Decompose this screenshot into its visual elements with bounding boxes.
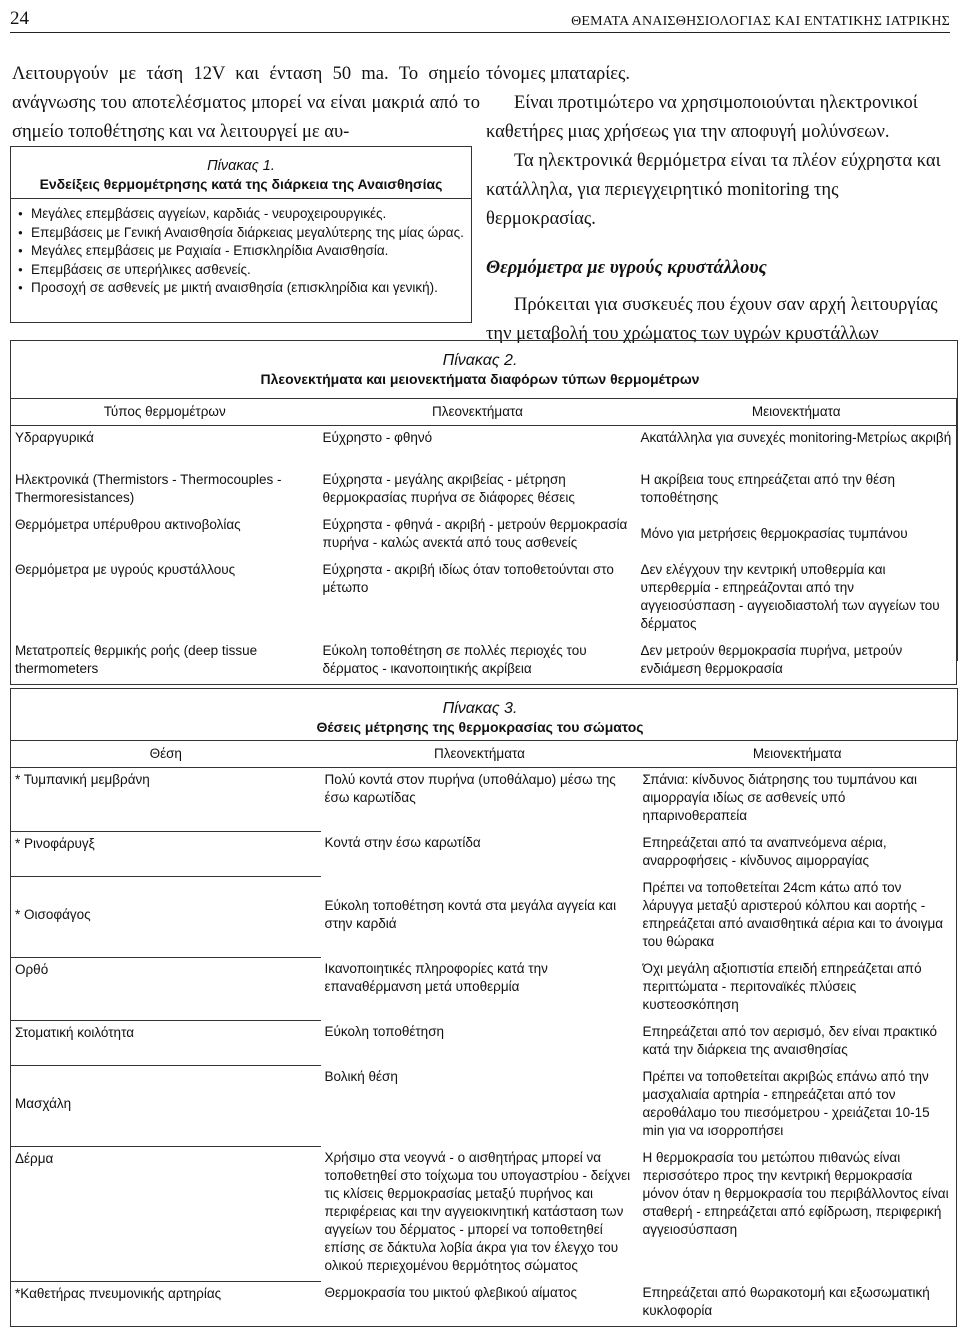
section-subheading: Θερμόμετρα με υγρούς κρυστάλλους [486,258,767,278]
column-header: Μειονεκτήματα [637,399,957,426]
table-cell: Πολύ κοντά στον πυρήνα (υποθάλαμο) μέσω της έσω καρωτίδας [324,772,616,805]
right-paragraph-3: Τα ηλεκτρονικά θερμόμετρα είναι τα πλέον εύχρηστα και κατάλληλα, για περιεγχειρητικό monitoring της θερμοκρασίας. [486,151,941,229]
table1-divider [11,198,471,199]
table-row [11,1281,957,1327]
table-row [11,1020,957,1065]
running-title: ΘΕΜΑΤΑ ΑΝΑΙΣΘΗΣΙΟΛΟΓΙΑΣ ΚΑΙ ΕΝΤΑΤΙΚΗΣ ΙΑΤΡΙΚΗΣ [571,14,950,29]
table-cell: * Οισοφάγος [11,876,321,957]
table-cell: Επηρεάζεται από τον αερισμό, δεν είναι πρακτικό κατά την διάρκεια της αναισθησίας [642,1024,937,1057]
right-paragraph-4: Πρόκειται για συσκευές που έχουν σαν αρχή λειτουργίας την μεταβολή του χρώματος των υγρών κρυστάλλων [486,295,938,344]
table-cell: Ηλεκτρονικά (Thermistors - Thermocouples - Thermoresistances) [15,471,282,505]
table3-heading [0,700,960,736]
table3 [10,740,957,1327]
table-row [11,957,957,1020]
page-header [10,4,950,33]
table1-caption: Πίνακας 1. [207,158,275,174]
table-cell: * Ρινοφάρυγξ [11,831,321,876]
table3-title: Θέσεις μέτρησης της θερμοκρασίας του σώματος [316,719,644,735]
table2-heading [0,352,960,388]
table-cell: Μετατροπείς θερμικής ροής (deep tissue thermometers [15,642,258,676]
left-column [12,60,480,147]
table-row [11,468,957,513]
table-cell: Δέρμα [11,1146,321,1281]
table-cell: * Τυμπανική μεμβράνη [11,768,321,832]
table-row [11,1065,957,1146]
table-cell: Υδραργυρικά [15,430,94,445]
table-cell: Επηρεάζεται από τα αναπνεόμενα αέρια, αναρροφήσεις - κίνδυνος αιμορραγίας [642,835,887,868]
table1-list [11,205,471,297]
table-cell: Εύκολη τοποθέτηση [324,1024,445,1039]
table2-caption: Πίνακας 2. [442,352,518,369]
page-number: 24 [10,8,29,29]
right-paragraph-2: Είναι προτιμώτερο να χρησιμοποιούνται ηλεκτρονικοί καθετήρες μιας χρήσεως για την αποφυγή μολύνσεων. [486,93,918,142]
table-cell: Πρέπει να τοποθετείται 24cm κάτω από τον λάρυγγα μεταξύ αριστερού κόλπου και αορτής - επηρεάζεται από αναισθητικά αέρια και το άνοιγμα του θώρακα [642,880,944,949]
right-paragraph-1: τόνομες μπαταρίες. [486,64,630,84]
list-item: ● Επεμβάσεις με Γενική Αναισθησία διάρκειας μεγαλύτερης της μίας ώρας. [31,224,465,242]
table-header-row [11,399,957,426]
table-cell: Θερμόμετρα υπέρυθρου ακτινοβολίας [15,516,241,532]
table-cell: Η ακρίβεια τους επηρεάζεται από την θέση τοποθέτησης [640,471,895,505]
table-cell: Μασχάλη [11,1065,321,1146]
list-item: ● Μεγάλες επεμβάσεις αγγείων, καρδιάς - νευροχειρουργικές. [31,205,465,223]
table-row [11,1146,957,1281]
table-cell: Σπάνια: κίνδυνος διάτρησης του τυμπάνου και αιμορραγία ιδίως σε ασθενείς υπό ηπαρινοθεραπεία [642,772,918,823]
table2 [10,398,957,685]
table-cell: Ακατάλληλα για συνεχές monitoring-Μετρίως ακριβή [640,430,952,445]
column-header: Θέση [11,741,321,768]
table1-title: Ενδείξεις θερμομέτρησης κατά της διάρκεια της Αναισθησίας [39,175,443,192]
table-cell: Ορθό [11,957,321,1020]
list-item: ● Επεμβάσεις σε υπερήλικες ασθενείς. [31,261,465,279]
table-row [11,876,957,957]
table-cell: Εύχρηστα - φθηνά - ακριβή - μετρούν θερμοκρασία πυρήνα - καλώς ανεκτά από τους ασθενείς [322,516,628,550]
table3-caption: Πίνακας 3. [442,700,518,717]
table-cell: Όχι μεγάλη αξιοπιστία επειδή επηρεάζεται από περιττώματα - περιτοναϊκές πλύσεις κυστεοσκόπηση [642,961,922,1012]
column-header: Μειονεκτήματα [639,741,957,768]
table-cell: Στοματική κοιλότητα [11,1020,321,1065]
table-cell: Βολική θέση [324,1069,398,1084]
list-item: ● Μεγάλες επεμβάσεις με Ραχιαία - Επισκληρίδια Αναισθησία. [31,242,465,260]
table-cell: Εύκολη τοποθέτηση κοντά στα μεγάλα αγγεία και στην καρδιά [324,898,617,931]
table-cell: Δεν ελέγχουν την κεντρική υποθερμία και υπερθερμία - επηρεάζονται από την αγγειοσύσπαση - αγγειοδιαστολή των αγγείων του δέρματος [640,561,940,631]
table1-box [10,146,472,323]
table-row [11,831,957,876]
table-cell: Εύχρηστα - μεγάλης ακριβείας - μέτρηση θερμοκρασίας πυρήνα σε διάφορες θέσεις [322,471,575,505]
left-paragraph: Λειτουργούν με τάση 12V και ένταση 50 ma. Το σημείο ανάγνωσης του αποτελέσματος μπορεί να είναι μακριά από το σημείο τοποθέτησης και να λειτουργεί με αυ- [12,64,480,142]
table-cell: Εύχρηστο - φθηνό [322,430,433,445]
table-cell: Ικανοποιητικές πληροφορίες κατά την επαναθέρμανση μετά υποθερμία [324,961,548,994]
table-cell: Δεν μετρούν θερμοκρασία πυρήνα, μετρούν ενδιάμεση θερμοκρασία [640,642,903,676]
table2-title: Πλεονεκτήματα και μειονεκτήματα διαφόρων τύπων θερμομέτρων [260,371,700,387]
list-item: ● Προσοχή σε ασθενείς με μικτή αναισθησία (επισκληρίδια και γενική). [31,279,465,297]
table-row [11,639,957,685]
table-cell: Εύκολη τοποθέτηση σε πολλές περιοχές του δέρματος - ικανοποιητικής ακρίβεια [322,642,587,676]
table-cell: Μόνο για μετρήσεις θερμοκρασίας τυμπάνου [640,525,908,541]
table-cell: Θερμόμετρα με υγρούς κρυστάλλους [15,561,236,577]
table-header-row [11,741,957,768]
table-cell: Εύχρηστα - ακριβή ιδίως όταν τοποθετούνται στο μέτωπο [322,561,614,595]
table-cell: Θερμοκρασία του μικτού φλεβικού αίματος [324,1285,577,1300]
column-header: Πλεονεκτήματα [321,741,639,768]
column-header: Πλεονεκτήματα [319,399,637,426]
table-row [11,513,957,558]
table-cell: Η θερμοκρασία του μετώπου πιθανώς είναι περισσότερο προς την κεντρική θερμοκρασία μόνον όταν η θερμοκρασία του περιβάλλοντος είναι σταθερή - επηρεάζεται από εφίδρωση, περιφερική αγγειοσύσπαση [642,1150,949,1237]
table-cell: *Καθετήρας πνευμονικής αρτηρίας [15,1285,222,1301]
table-row [11,558,957,639]
table-cell: Κοντά στην έσω καρωτίδα [324,835,481,850]
table-row [11,426,957,468]
table-cell: Πρέπει να τοποθετείται ακριβώς επάνω από την μασχαλιαία αρτηρία - επηρεάζεται από τον αεροθάλαμο του πιεσόμετρου - χρειάζεται 10-15 min για να ισορροπήσει [642,1069,930,1138]
table-cell: Επηρεάζεται από θωρακοτομή και εξωσωματική κυκλοφορία [642,1285,930,1318]
right-column [486,60,950,349]
column-header: Τύπος θερμομέτρων [11,399,319,426]
table-cell: Χρήσιμο στα νεογνά - ο αισθητήρας μπορεί να τοποθετηθεί στο τοίχωμα του υπογαστρίου - δείχνει τις κλίσεις θερμοκρασίας μεταξύ πυρήνος και περιφέρειας και την αγγειοκινητική κατάσταση των αγγείων του δέρματος - μπορεί να τοποθετηθεί επίσης σε δάκτυλα λοβία άκρα για τον έλεγχο του ολικού περιεχομένου θερμότητος σώματος [324,1150,631,1273]
table-row [11,768,957,832]
